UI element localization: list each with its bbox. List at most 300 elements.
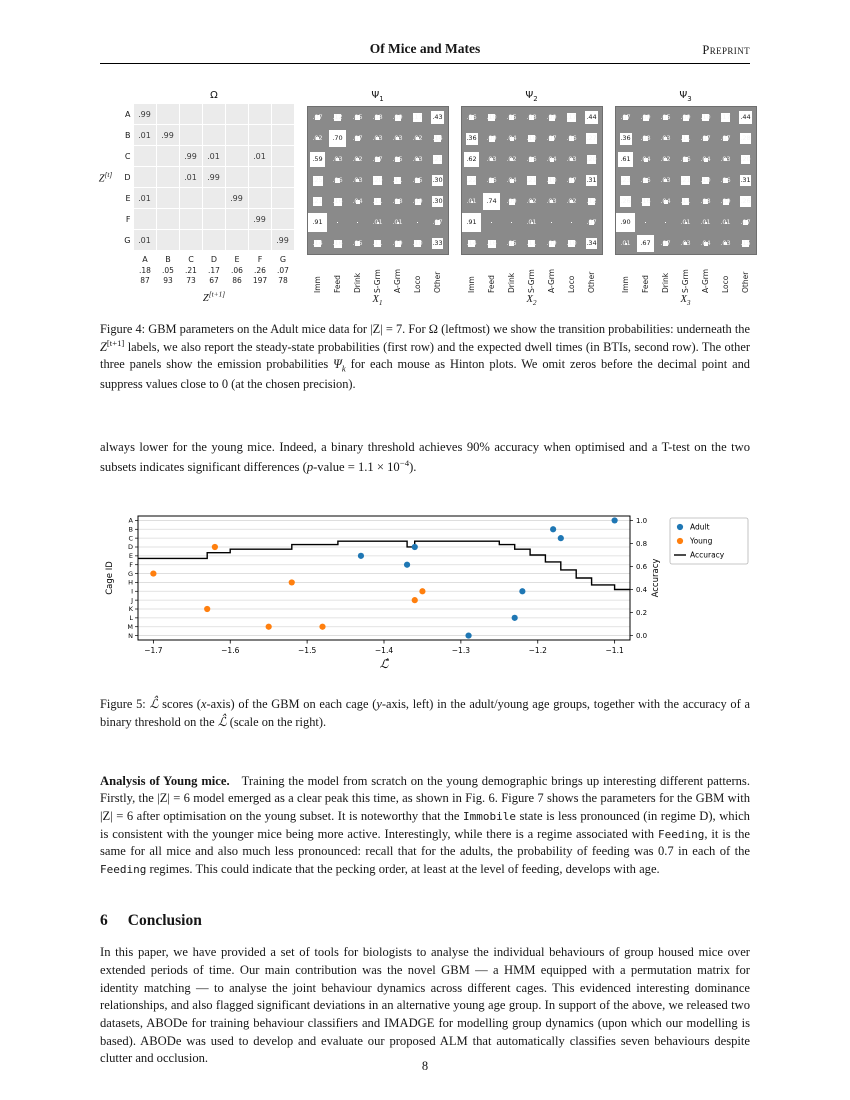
psi-cell bbox=[308, 191, 328, 212]
psi-value: .08 bbox=[372, 113, 383, 122]
psi-cell bbox=[308, 233, 328, 254]
psi-value: .07 bbox=[720, 134, 731, 143]
psi-cell bbox=[482, 149, 502, 170]
psi-value: .01 bbox=[720, 218, 731, 227]
psi-cell bbox=[636, 107, 656, 128]
psi-value: .44 bbox=[586, 113, 597, 122]
omega-stat-value: .21 bbox=[185, 265, 197, 275]
omega-column-stat bbox=[226, 254, 249, 287]
psi-value: .06 bbox=[466, 113, 477, 122]
psi-cell bbox=[368, 107, 388, 128]
psi-cell bbox=[428, 191, 448, 212]
omega-cell bbox=[226, 104, 248, 124]
psi-cell bbox=[562, 128, 582, 149]
psi-cell bbox=[616, 128, 636, 149]
behaviour-label: Drink bbox=[507, 272, 516, 293]
omega-stat-value: 78 bbox=[278, 276, 288, 286]
psi-value: .07 bbox=[700, 134, 711, 143]
young-point bbox=[212, 544, 218, 550]
text-segment: -value = 1.1 × 10 bbox=[313, 459, 400, 474]
psi-cell bbox=[348, 212, 368, 233]
accuracy-tick-label: 0.4 bbox=[636, 586, 648, 595]
psi-cell bbox=[348, 233, 368, 254]
psi-cell bbox=[562, 212, 582, 233]
psi-value: .01 bbox=[680, 218, 691, 227]
omega-cell bbox=[272, 104, 294, 124]
psi-cell bbox=[636, 149, 656, 170]
psi-value: .08 bbox=[700, 197, 711, 206]
omega-stat-value: D bbox=[210, 255, 218, 264]
omega-cell bbox=[226, 125, 248, 145]
psi-value: .05 bbox=[392, 155, 403, 164]
omega-title: Ω bbox=[210, 90, 218, 101]
psi1-behaviour-labels bbox=[308, 257, 448, 293]
hinton-square bbox=[551, 222, 553, 224]
psi-value: .91 bbox=[312, 218, 323, 227]
omega-cell: .99 bbox=[272, 230, 294, 250]
hinton-square bbox=[571, 222, 573, 224]
psi-value: .09 bbox=[392, 113, 403, 122]
psi-value: .20 bbox=[740, 155, 751, 164]
psi-cell bbox=[408, 191, 428, 212]
omega-cell bbox=[249, 230, 271, 250]
behaviour-label: Feed bbox=[641, 275, 650, 293]
psi-cell bbox=[388, 233, 408, 254]
left-axis-label: Cage ID bbox=[105, 561, 115, 596]
psi-cell bbox=[308, 212, 328, 233]
psi-value: .21 bbox=[432, 155, 443, 164]
text-segment: [t+1] bbox=[106, 338, 125, 349]
omega-row-label: B bbox=[125, 131, 131, 140]
psi-cell bbox=[428, 233, 448, 254]
psi-cell bbox=[502, 128, 522, 149]
psi-cell bbox=[328, 170, 348, 191]
psi-value: .33 bbox=[432, 239, 443, 248]
psi-cell bbox=[562, 107, 582, 128]
psi-cell bbox=[736, 149, 756, 170]
young-point bbox=[204, 606, 210, 612]
psi-value: .70 bbox=[332, 134, 343, 143]
omega-cell bbox=[272, 188, 294, 208]
psi-cell bbox=[522, 212, 542, 233]
psi-value: .02 bbox=[412, 134, 423, 143]
young-point bbox=[150, 571, 156, 577]
psi-value: .09 bbox=[392, 239, 403, 248]
psi-value: .04 bbox=[352, 197, 363, 206]
omega-cell bbox=[272, 125, 294, 145]
psi-cell bbox=[736, 233, 756, 254]
psi-cell bbox=[502, 170, 522, 191]
psi-value: .91 bbox=[466, 218, 477, 227]
psi-cell bbox=[348, 149, 368, 170]
psi-value: .07 bbox=[740, 218, 751, 227]
psi-cell bbox=[616, 191, 636, 212]
omega-cell bbox=[180, 125, 202, 145]
omega-column-stat bbox=[157, 254, 180, 287]
psi-value: .44 bbox=[740, 113, 751, 122]
psi-cell bbox=[428, 128, 448, 149]
text-segment: , it is the same for all mice and also much less pronounced: recall that for the adults, the probability of feeding was 0.7 in each of the bbox=[100, 826, 750, 859]
psi-value: .09 bbox=[546, 113, 557, 122]
psi-value: .11 bbox=[526, 239, 537, 248]
psi-cell bbox=[716, 233, 736, 254]
psi-value: .06 bbox=[566, 134, 577, 143]
psi-value: .62 bbox=[466, 155, 477, 164]
psi-value: .03 bbox=[332, 155, 343, 164]
psi-cell bbox=[676, 107, 696, 128]
text-segment: ℒ̂ bbox=[149, 697, 159, 712]
young-point bbox=[419, 589, 425, 595]
psi-value: .01 bbox=[700, 218, 711, 227]
omega-cell bbox=[203, 188, 225, 208]
psi-cell bbox=[308, 170, 328, 191]
psi-cell bbox=[522, 170, 542, 191]
psi-value: .90 bbox=[620, 218, 631, 227]
omega-cell bbox=[203, 104, 225, 124]
psi-value: .01 bbox=[620, 239, 631, 248]
behaviour-label: S-Grm bbox=[373, 269, 382, 293]
young-point bbox=[289, 580, 295, 586]
psi-cell bbox=[408, 170, 428, 191]
omega-stat-value: 87 bbox=[140, 276, 150, 286]
psi-cell bbox=[562, 149, 582, 170]
psi-cell bbox=[388, 170, 408, 191]
psi-cell bbox=[716, 149, 736, 170]
psi-cell bbox=[656, 212, 676, 233]
psi-cell bbox=[656, 170, 676, 191]
legend-label: Accuracy bbox=[690, 550, 725, 560]
psi-cell bbox=[482, 233, 502, 254]
omega-stat-value: 73 bbox=[186, 276, 196, 286]
psi-value: .36 bbox=[466, 134, 477, 143]
psi-cell bbox=[408, 128, 428, 149]
psi-cell bbox=[462, 149, 482, 170]
cage-tick-label: I bbox=[131, 587, 133, 596]
text-segment: scores ( bbox=[158, 697, 201, 712]
text-segment: -axis) of the GBM on each cage ( bbox=[206, 697, 377, 712]
text-segment: -axis, left) in the adult/young age groups, together with the accuracy of a binary threshold on the bbox=[100, 697, 750, 729]
psi-value: .10 bbox=[700, 176, 711, 185]
psi-value: .04 bbox=[640, 155, 651, 164]
x-tick-label: −1.4 bbox=[374, 646, 394, 656]
adult-point bbox=[358, 553, 364, 559]
psi-cell bbox=[462, 212, 482, 233]
young-point bbox=[266, 624, 272, 630]
psi-cell bbox=[462, 191, 482, 212]
psi-value: .03 bbox=[392, 134, 403, 143]
psi-cell bbox=[696, 212, 716, 233]
omega-row-label: D bbox=[124, 173, 131, 182]
text-segment: labels, we also report the steady-state probabilities (first row) and the expected dwell times (in BTIs, second row). The other three panels show the emission probabilities bbox=[100, 340, 750, 372]
psi-value: .07 bbox=[372, 155, 383, 164]
psi3-panel bbox=[615, 90, 757, 307]
psi-cell bbox=[388, 107, 408, 128]
psi2-xvar-label: $X_2$ bbox=[526, 294, 537, 308]
psi-cell bbox=[656, 233, 676, 254]
omega-cell bbox=[180, 209, 202, 229]
psi-value: .03 bbox=[660, 134, 671, 143]
psi-cell bbox=[502, 107, 522, 128]
psi-cell bbox=[656, 128, 676, 149]
psi-value: .04 bbox=[506, 134, 517, 143]
omega-cell bbox=[249, 104, 271, 124]
text-segment: x bbox=[200, 697, 207, 712]
omega-column-stat bbox=[180, 254, 203, 287]
omega-cell: .99 bbox=[134, 104, 156, 124]
psi-cell bbox=[482, 170, 502, 191]
psi-cell bbox=[676, 191, 696, 212]
psi-cell bbox=[716, 191, 736, 212]
psi-value: .16 bbox=[332, 239, 343, 248]
psi-cell bbox=[428, 107, 448, 128]
accuracy-tick-label: 0.8 bbox=[636, 540, 648, 549]
psi-value: .06 bbox=[486, 176, 497, 185]
psi-cell bbox=[522, 191, 542, 212]
psi-cell bbox=[616, 107, 636, 128]
psi-cell bbox=[736, 212, 756, 233]
psi-cell bbox=[368, 128, 388, 149]
omega-cell bbox=[134, 167, 156, 187]
psi-cell bbox=[582, 233, 602, 254]
psi1-xvar-label: $X_1$ bbox=[372, 294, 383, 308]
omega-cell bbox=[272, 209, 294, 229]
x-tick-label: −1.5 bbox=[298, 646, 317, 656]
legend-label: Adult bbox=[690, 522, 710, 532]
psi-value: .10 bbox=[566, 239, 577, 248]
psi-cell bbox=[408, 149, 428, 170]
psi-cell bbox=[736, 191, 756, 212]
psi-value: .26 bbox=[620, 197, 631, 206]
text-segment: Feeding bbox=[100, 862, 147, 876]
text-segment: always lower for the young mice. Indeed, a binary threshold achieves 90% accuracy when optimised and a T-test on the two subsets indicates significant differences ( bbox=[100, 440, 750, 474]
psi3-title: $\Psi_3$ bbox=[679, 90, 692, 103]
psi-cell bbox=[736, 107, 756, 128]
psi-value: .02 bbox=[352, 155, 363, 164]
text-segment: state is less pronounced (in regime D), which is consistent with the younger mice being more active. Interestingly, while there is a regime associated with bbox=[100, 808, 750, 841]
psi-value: .03 bbox=[566, 155, 577, 164]
omega-row-label: G bbox=[124, 236, 131, 245]
hinton-square bbox=[645, 222, 647, 224]
psi-value: .02 bbox=[312, 134, 323, 143]
adult-point bbox=[412, 544, 418, 550]
hinton-square bbox=[417, 222, 419, 224]
psi-cell bbox=[408, 212, 428, 233]
psi-value: .03 bbox=[412, 155, 423, 164]
psi-cell bbox=[368, 212, 388, 233]
text-segment: (scale on the right). bbox=[226, 714, 327, 729]
psi-value: .21 bbox=[312, 197, 323, 206]
psi-value: .15 bbox=[740, 239, 751, 248]
behaviour-label: Other bbox=[741, 271, 750, 293]
omega-cell bbox=[226, 146, 248, 166]
psi-cell bbox=[676, 212, 696, 233]
psi3-xvar-label: $X_3$ bbox=[680, 294, 691, 308]
psi-value: .03 bbox=[720, 155, 731, 164]
behaviour-label: Drink bbox=[661, 272, 670, 293]
psi-value: .06 bbox=[526, 155, 537, 164]
behaviour-label: Imm bbox=[621, 276, 630, 293]
psi-cell bbox=[616, 233, 636, 254]
psi-value: .67 bbox=[640, 239, 651, 248]
hinton-square bbox=[337, 222, 339, 224]
text-segment: k bbox=[341, 363, 346, 374]
psi-value: .08 bbox=[526, 113, 537, 122]
psi3-hinton-matrix bbox=[615, 106, 757, 255]
omega-row-labels bbox=[118, 104, 134, 251]
psi-value: .07 bbox=[432, 218, 443, 227]
omega-cell bbox=[249, 167, 271, 187]
psi3-behaviour-labels bbox=[616, 257, 756, 293]
omega-cell bbox=[226, 167, 248, 187]
psi-cell bbox=[308, 149, 328, 170]
psi-value: .01 bbox=[526, 218, 537, 227]
psi-value: .10 bbox=[526, 134, 537, 143]
omega-cell bbox=[180, 104, 202, 124]
psi-cell bbox=[582, 128, 602, 149]
omega-row-label: F bbox=[125, 215, 131, 224]
psi-cell bbox=[542, 170, 562, 191]
psi-cell bbox=[462, 170, 482, 191]
psi-cell bbox=[616, 149, 636, 170]
psi-value: .03 bbox=[352, 176, 363, 185]
psi-value: .07 bbox=[352, 134, 363, 143]
text-segment: Feeding bbox=[657, 827, 705, 841]
figure5 bbox=[100, 510, 750, 682]
paper-title: Of Mice and Mates bbox=[369, 41, 481, 56]
omega-stat-value: C bbox=[188, 255, 194, 264]
cage-tick-label: B bbox=[128, 525, 133, 534]
psi-cell bbox=[328, 128, 348, 149]
x-tick-label: −1.2 bbox=[528, 646, 547, 656]
psi-cell bbox=[502, 149, 522, 170]
adult-point bbox=[404, 562, 410, 568]
behaviour-label: Drink bbox=[353, 272, 362, 293]
psi-value: .07 bbox=[620, 113, 631, 122]
adult-point bbox=[612, 518, 618, 524]
text-segment: −4 bbox=[399, 457, 410, 468]
psi-value: .06 bbox=[332, 176, 343, 185]
omega-stat-value: .07 bbox=[277, 265, 289, 275]
psi-cell bbox=[482, 212, 502, 233]
psi-value: .09 bbox=[412, 197, 423, 206]
omega-cell bbox=[203, 230, 225, 250]
psi-value: .10 bbox=[486, 113, 497, 122]
psi-value: .01 bbox=[466, 197, 477, 206]
adult-point bbox=[465, 633, 471, 639]
psi-value: .59 bbox=[312, 155, 323, 164]
psi-cell bbox=[462, 128, 482, 149]
section-title: Conclusion bbox=[127, 912, 202, 930]
omega-column-stat bbox=[134, 254, 157, 287]
psi-value: .43 bbox=[432, 113, 443, 122]
conclusion-paragraph: In this paper, we have provided a set of tools for biologists to analyse the individual behaviours of group housed mice over extended periods of time. Our main contribution was the novel GBM — a HMM equipped with a permutation matrix for identity matching — to analyse the joint behaviour dynamics across different cages. This evidenced interesting dominance relationships, and also flagged significant deviations in an alternative young age group. In support of the above, we released two datasets, ABODe for training behaviour classifiers and IMADGE for modelling group dynamics (upon which our modelling is based). ABODe was used to develop and evaluate our proposed ALM that automatically classifies seven behaviours despite clutter and occlusion. bbox=[100, 945, 750, 1066]
psi-cell bbox=[388, 191, 408, 212]
omega-cell bbox=[249, 188, 271, 208]
psi-value: .07 bbox=[660, 239, 671, 248]
omega-cell: .99 bbox=[180, 146, 202, 166]
psi-value: .07 bbox=[312, 113, 323, 122]
figure5-caption bbox=[100, 696, 750, 730]
psi-cell bbox=[542, 107, 562, 128]
omega-cell: .01 bbox=[180, 167, 202, 187]
body-paragraph-1 bbox=[100, 439, 750, 476]
psi-cell bbox=[656, 149, 676, 170]
omega-cell: .01 bbox=[134, 125, 156, 145]
omega-cell bbox=[134, 209, 156, 229]
psi-cell bbox=[522, 149, 542, 170]
text-segment: regimes. This could indicate that the pecking order, at least at the level of feeding, develops with age. bbox=[146, 861, 660, 876]
psi-cell bbox=[388, 212, 408, 233]
omega-cell: .99 bbox=[249, 209, 271, 229]
psi-cell bbox=[462, 107, 482, 128]
psi-cell bbox=[582, 212, 602, 233]
conclusion-heading bbox=[100, 912, 750, 930]
adult-point bbox=[550, 527, 556, 533]
psi-cell bbox=[542, 128, 562, 149]
psi-value: .11 bbox=[680, 134, 691, 143]
hinton-square bbox=[511, 222, 513, 224]
legend-marker-adult bbox=[677, 524, 683, 530]
psi-cell bbox=[636, 233, 656, 254]
omega-cell bbox=[157, 104, 179, 124]
psi-value: .17 bbox=[720, 113, 731, 122]
psi-value: .04 bbox=[506, 176, 517, 185]
psi-value: .11 bbox=[372, 197, 383, 206]
psi1-hinton-matrix bbox=[307, 106, 449, 255]
accuracy-tick-label: 0.0 bbox=[636, 632, 648, 641]
x-axis-label: ℒ̂ bbox=[379, 657, 389, 672]
section-number: 6 bbox=[100, 912, 108, 930]
psi-cell bbox=[482, 107, 502, 128]
behaviour-label: Other bbox=[433, 271, 442, 293]
cage-tick-label: N bbox=[128, 632, 133, 641]
psi-value: .74 bbox=[486, 197, 497, 206]
cage-tick-label: D bbox=[127, 543, 133, 552]
psi-cell bbox=[696, 170, 716, 191]
psi-cell bbox=[408, 107, 428, 128]
omega-stat-value: .06 bbox=[231, 265, 243, 275]
psi-value: .11 bbox=[372, 239, 383, 248]
psi-cell bbox=[542, 212, 562, 233]
psi-value: .04 bbox=[700, 239, 711, 248]
omega-column-stat bbox=[272, 254, 295, 287]
cage-tick-label: A bbox=[128, 517, 133, 526]
psi-value: .31 bbox=[740, 176, 751, 185]
psi-value: .07 bbox=[586, 218, 597, 227]
omega-transition-matrix bbox=[134, 104, 294, 251]
psi-value: .03 bbox=[660, 176, 671, 185]
omega-cell: .01 bbox=[249, 146, 271, 166]
text-segment: Figure 5: bbox=[100, 697, 150, 712]
psi-value: .16 bbox=[332, 197, 343, 206]
psi-cell bbox=[502, 212, 522, 233]
psi-cell bbox=[716, 107, 736, 128]
cage-tick-label: F bbox=[129, 561, 133, 570]
omega-row-label: A bbox=[125, 110, 131, 119]
psi-cell bbox=[428, 149, 448, 170]
omega-cell bbox=[157, 209, 179, 229]
behaviour-label: Loco bbox=[721, 275, 730, 293]
omega-stat-value: 197 bbox=[252, 276, 268, 286]
psi-cell bbox=[696, 128, 716, 149]
psi-cell bbox=[542, 149, 562, 170]
psi-value: .20 bbox=[372, 176, 383, 185]
x-tick-label: −1.6 bbox=[221, 646, 240, 656]
figure4-caption bbox=[100, 321, 750, 393]
psi-value: .03 bbox=[720, 239, 731, 248]
omega-stat-value: .05 bbox=[162, 265, 174, 275]
plot-frame bbox=[138, 516, 630, 640]
